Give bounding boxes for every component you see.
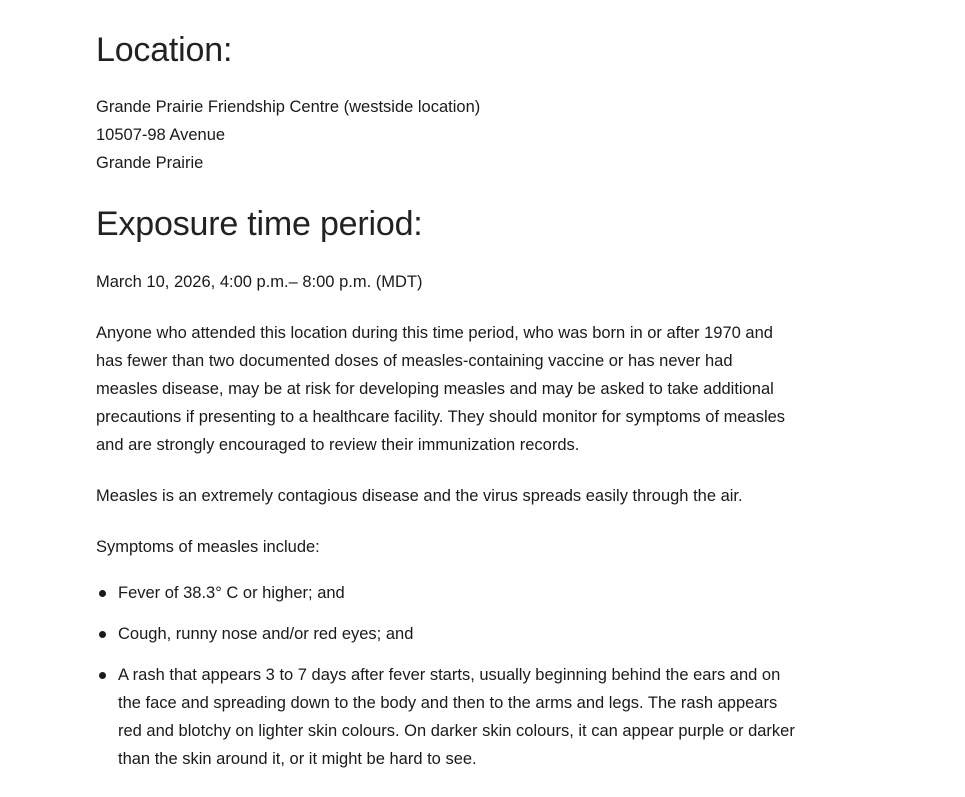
address-line-venue: Grande Prairie Friendship Centre (westside location)	[96, 98, 481, 116]
symptom-rash: A rash that appears 3 to 7 days after fever starts, usually beginning behind the ears and on the face and spreading down to the body and then to the arms and legs. The rash appears red and blotchy on lighter skin colours. On darker skin colours, it can appear purple or darker than the skin around it, or it might be hard to see.	[118, 666, 795, 768]
list-item	[96, 620, 796, 648]
bullet-icon	[99, 590, 106, 597]
risk-paragraph: Anyone who attended this location during this time period, who was born in or after 1970 and has fewer than two documented doses of measles-containing vaccine or has never had measles disease, may be at risk for developing measles and may be asked to take additional precautions if presenting to a healthcare facility. They should monitor for symptoms of measles and are strongly encouraged to review their immunization records.	[96, 324, 786, 454]
symptoms-intro: Symptoms of measles include:	[96, 538, 320, 556]
location-address	[96, 93, 480, 177]
bullet-icon	[99, 672, 106, 679]
symptoms-list	[96, 579, 796, 786]
location-heading: Location:	[96, 31, 233, 69]
address-line-city: Grande Prairie	[96, 154, 204, 172]
address-line-street: 10507-98 Avenue	[96, 126, 226, 144]
contagious-paragraph: Measles is an extremely contagious disease and the virus spreads easily through the air.	[96, 487, 743, 505]
exposure-heading: Exposure time period:	[96, 205, 423, 243]
list-item	[96, 661, 796, 773]
exposure-date: March 10, 2026, 4:00 p.m.– 8:00 p.m. (MDT)	[96, 273, 423, 291]
symptom-cough: Cough, runny nose and/or red eyes; and	[118, 625, 414, 643]
bullet-icon	[99, 631, 106, 638]
list-item	[96, 579, 796, 607]
symptom-fever: Fever of 38.3° C or higher; and	[118, 584, 345, 602]
